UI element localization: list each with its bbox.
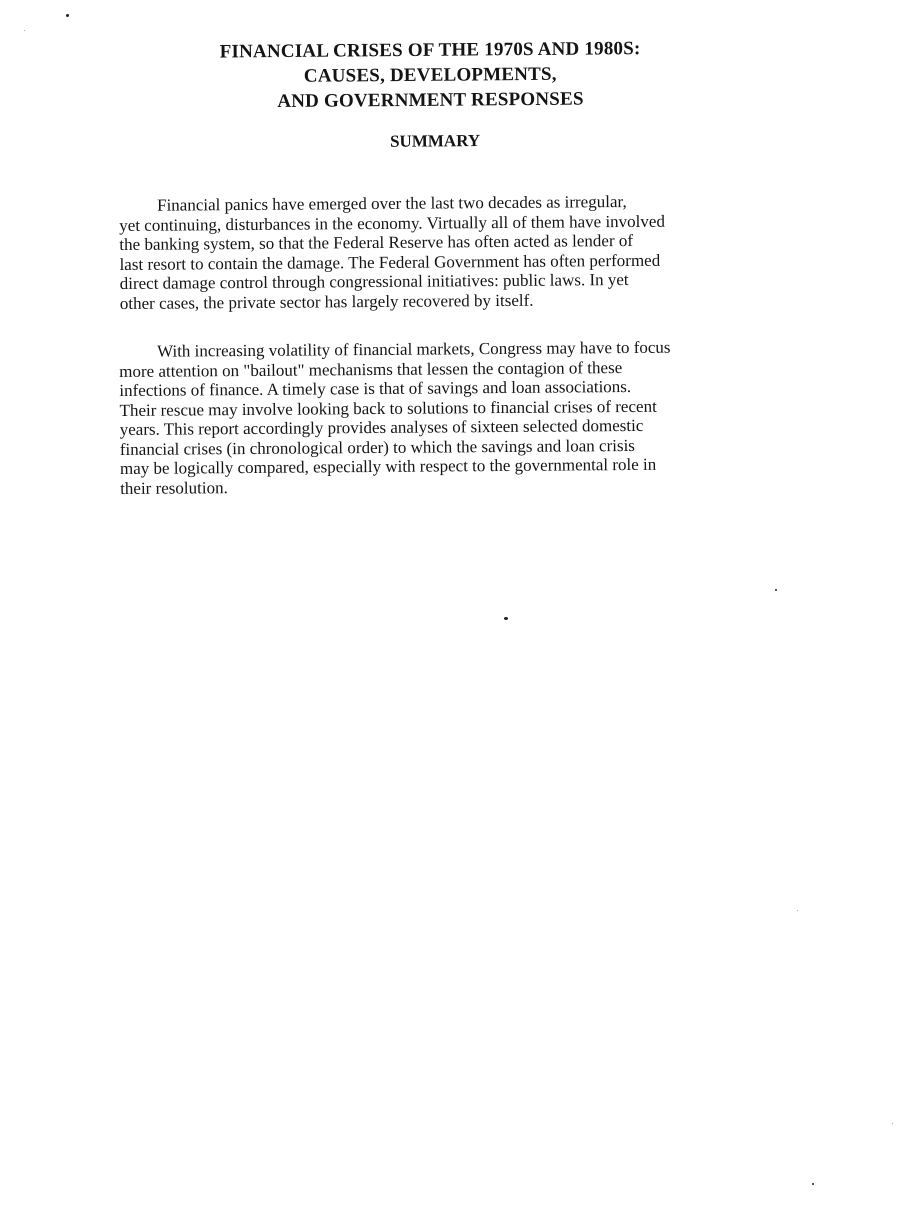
summary-paragraph-1	[119, 191, 750, 313]
summary-paragraph-2	[119, 337, 750, 498]
paragraph-line: years. This report accordingly provides analyses of sixteen selected domestic	[119, 415, 644, 439]
scan-speck	[504, 617, 508, 620]
scan-speck	[66, 14, 69, 17]
document-title	[150, 36, 711, 115]
paragraph-line: may be logically compared, especially with respect to the governmental role in	[119, 454, 657, 478]
paragraph-line: infections of finance. A timely case is that of savings and loan associations.	[119, 376, 632, 400]
scan-speck	[797, 910, 798, 911]
title-line: FINANCIAL CRISES OF THE 1970S AND 1980S:	[219, 38, 641, 63]
paragraph-line: Financial panics have emerged over the last two decades as irregular,	[156, 192, 627, 215]
scan-speck	[24, 30, 25, 31]
paragraph-line: direct damage control through congressional initiatives: public laws. In yet	[119, 270, 629, 293]
scan-speck	[812, 1183, 814, 1185]
paragraph-line: their resolution.	[120, 477, 228, 498]
paragraph-line: With increasing volatility of financial markets, Congress may have to focus	[156, 337, 671, 361]
paragraph-line: more attention on "bailout" mechanisms that lessen the contagion of these	[119, 357, 623, 381]
paragraph-line: financial crises (in chronological order) to which the savings and loan crisis	[119, 435, 635, 459]
paragraph-line: last resort to contain the damage. The Federal Government has often performed	[119, 250, 661, 274]
scan-speck	[775, 589, 777, 591]
paragraph-line: yet continuing, disturbances in the economy. Virtually all of them have involved	[119, 211, 665, 235]
paragraph-line: the banking system, so that the Federal Reserve has often acted as lender of	[119, 230, 634, 254]
paragraph-line: Their rescue may involve looking back to solutions to financial crises of recent	[119, 396, 657, 420]
scan-speck	[892, 1123, 893, 1124]
paragraph-line: other cases, the private sector has largely recovered by itself.	[119, 290, 534, 313]
title-line: CAUSES, DEVELOPMENTS,	[303, 63, 557, 87]
summary-heading: SUMMARY	[389, 131, 481, 151]
title-line: AND GOVERNMENT RESPONSES	[277, 88, 584, 113]
